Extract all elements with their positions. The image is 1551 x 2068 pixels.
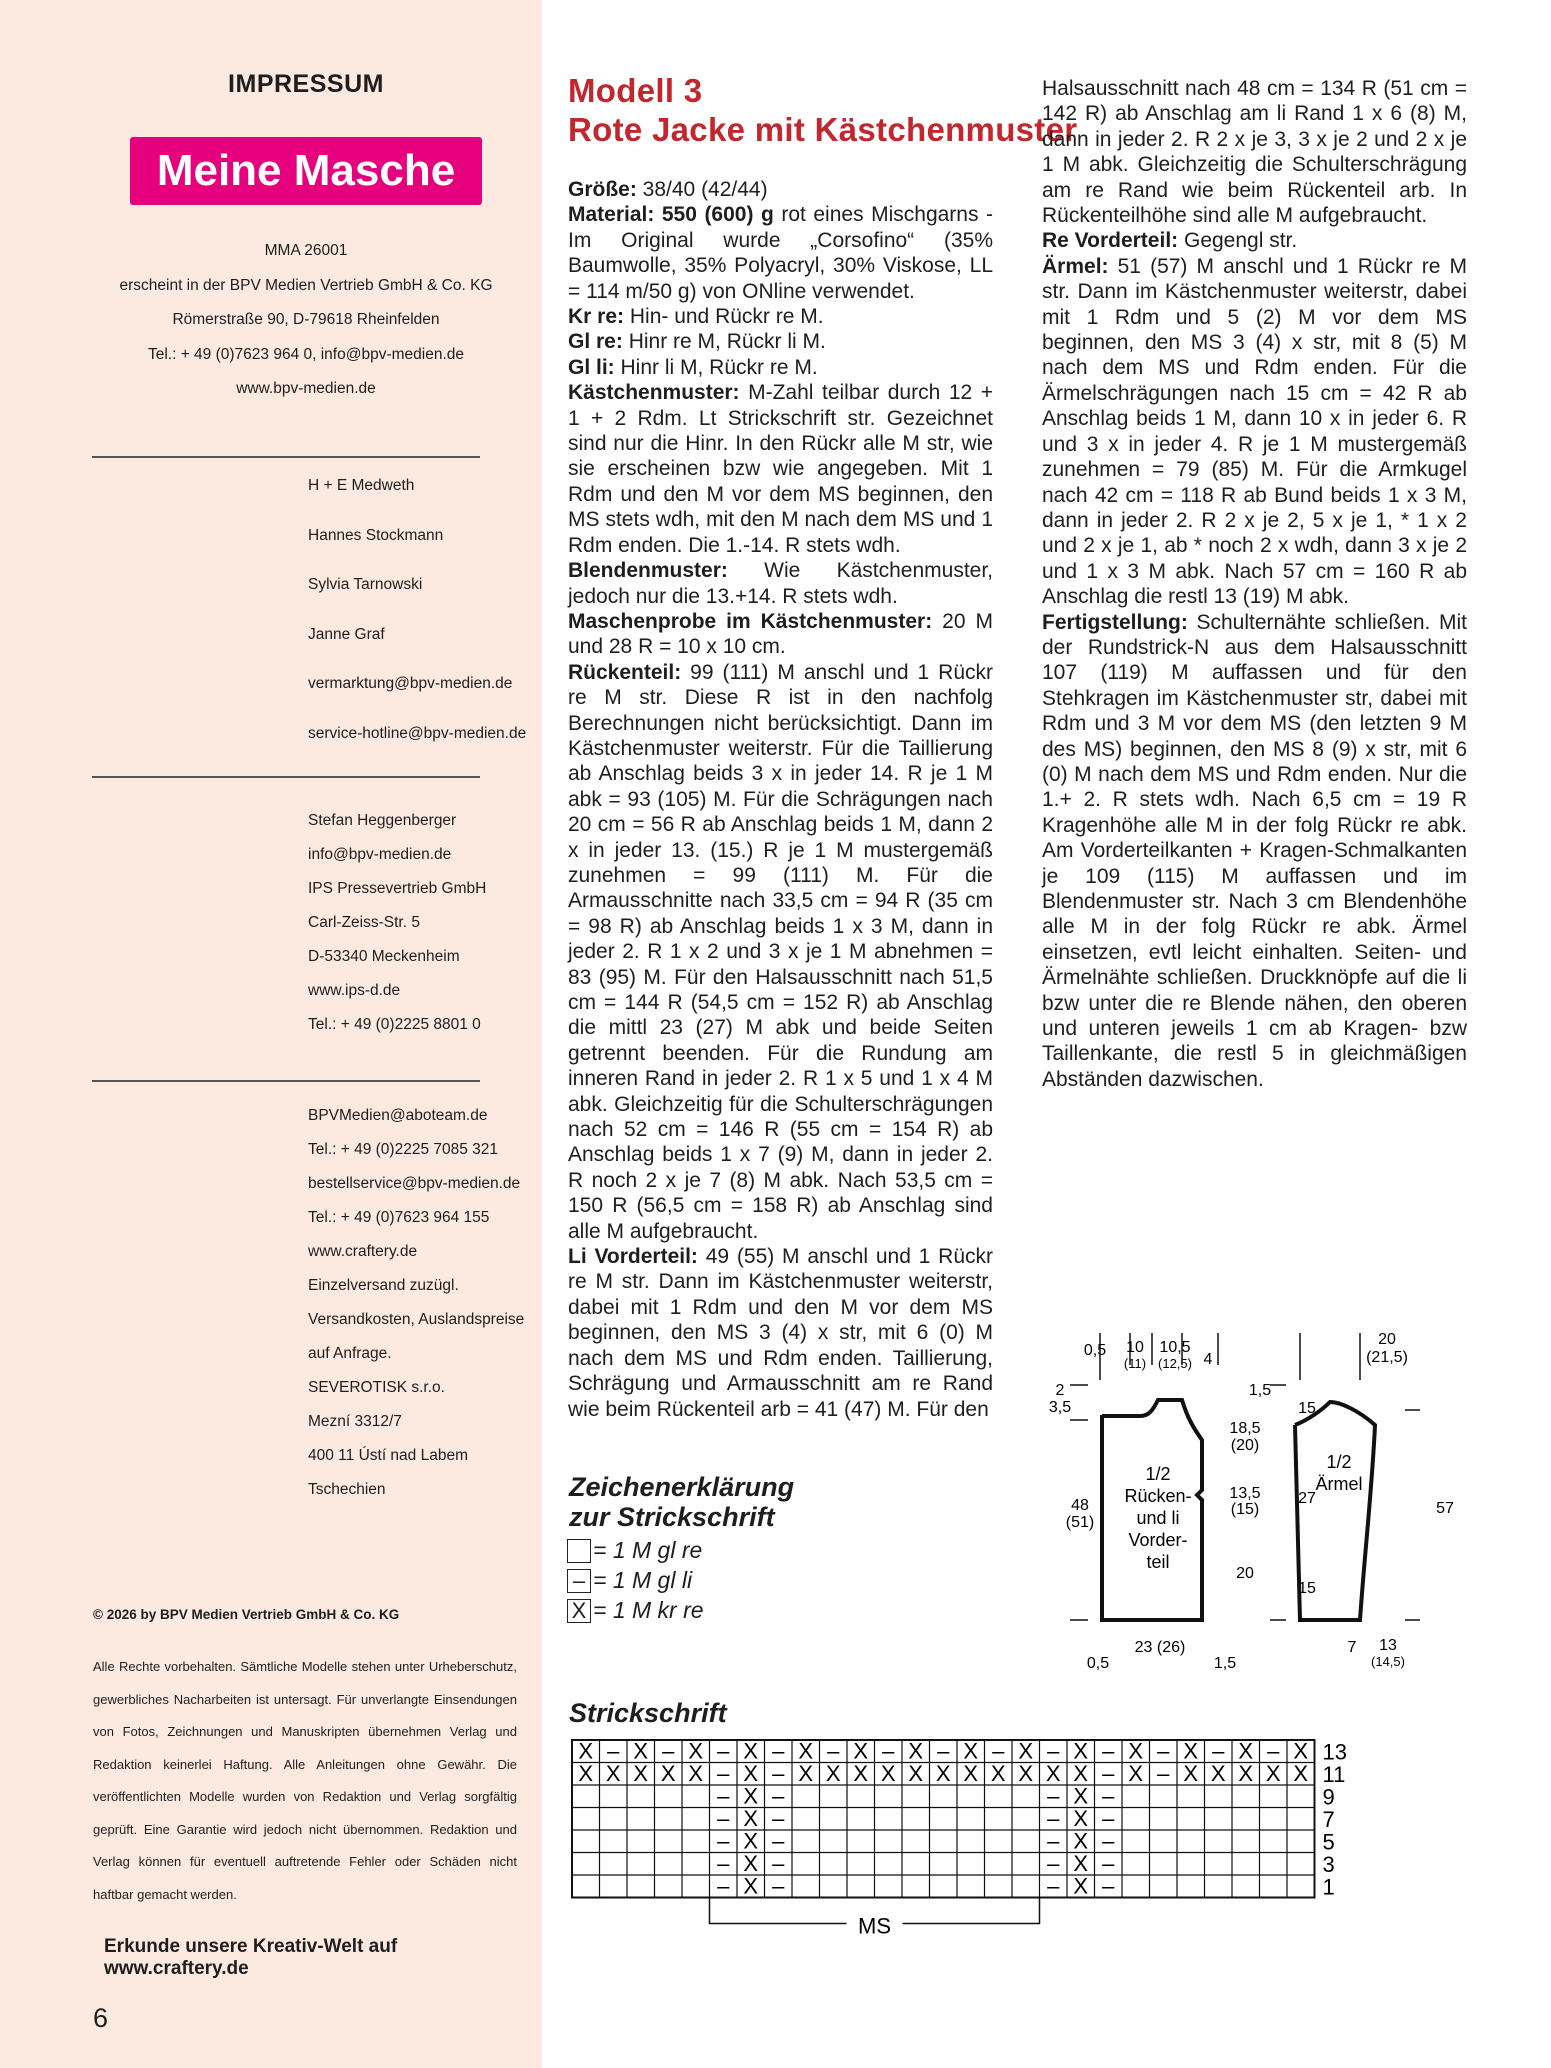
chart-cell: X <box>908 1761 924 1786</box>
impressum-value: Einzelversand zuzügl. <box>308 1277 459 1294</box>
chart-cell: – <box>1157 1738 1170 1764</box>
chart-cell: X <box>1293 1761 1309 1786</box>
chart-cell: X <box>743 1783 759 1809</box>
impressum-value: auf Anfrage. <box>308 1345 392 1362</box>
impressum-value: Carl-Zeiss-Str. 5 <box>308 914 420 931</box>
schematic-label: (11) <box>1123 1356 1147 1371</box>
chart-cell: X <box>1293 1738 1309 1764</box>
chart-cell: – <box>717 1806 730 1831</box>
impressum-value: 400 11 Ústí nad Labem <box>308 1447 468 1464</box>
schematic-label: (12,5) <box>1158 1356 1192 1371</box>
schematic-label: 1/2 <box>1145 1464 1171 1484</box>
chart-cell: – <box>1047 1806 1060 1831</box>
chart-cell: – <box>1212 1738 1225 1764</box>
knitting-chart <box>560 1736 1347 1976</box>
chart-cell: – <box>772 1738 785 1764</box>
row-number: 9 <box>1322 1784 1335 1810</box>
chart-cell: X <box>990 1761 1006 1786</box>
chart-cell: – <box>772 1851 785 1876</box>
divider <box>92 776 480 778</box>
chart-cell: X <box>633 1761 649 1786</box>
row-number: 5 <box>1322 1829 1335 1855</box>
rights-notice: Alle Rechte vorbehalten. Sämtliche Modelle stehen unter Urheberschutz, gewerbliches Nacharbeiten ist untersagt. Für unverlangte Einsendungen von Fotos, Zeichnungen und Manuskripten übernehmen Verlag und Redaktion keinerlei Haftung. Alle Anleitungen ohne Gewähr. Die veröffentlichten Modelle wurden von Redaktion und Verlag sorgfältig geprüft. Eine Garantie wird jedoch nicht übernommen. Redaktion und Verlag können für eventuell auftretende Fehler oder Schäden nicht haftbar gemacht werden. <box>93 1659 517 1902</box>
chart-cell: X <box>578 1738 594 1764</box>
chart-cell: X <box>963 1738 979 1764</box>
chart-cell: X <box>1238 1738 1254 1764</box>
ms-label: MS <box>858 1913 891 1939</box>
chart-cell: X <box>963 1761 979 1786</box>
chart-cell: X <box>1265 1761 1281 1786</box>
impressum-value: Tschechien <box>308 1481 386 1498</box>
impressum-sidebar <box>0 0 542 2068</box>
chart-cell: – <box>772 1783 785 1809</box>
row-number: 11 <box>1322 1762 1346 1787</box>
chart-cell: – <box>1102 1783 1115 1809</box>
chart-cell: X <box>798 1738 814 1764</box>
chart-cell: – <box>717 1828 730 1854</box>
schematic-label: 15 <box>1298 1400 1316 1417</box>
schematic-label: 1,5 <box>1248 1382 1272 1399</box>
impressum-value: Tel.: + 49 (0)2225 8801 0 <box>308 1016 481 1033</box>
chart-cell: – <box>1102 1851 1115 1876</box>
publisher-info <box>0 234 612 407</box>
chart-cell: – <box>1157 1761 1170 1786</box>
chart-cell: – <box>717 1738 730 1764</box>
impressum-value: Versandkosten, Auslandspreise <box>308 1311 525 1328</box>
instruction-paragraph: Kr re: Hin- und Rückr re M. <box>568 305 824 329</box>
chart-cell: X <box>825 1761 841 1786</box>
divider <box>92 1080 480 1082</box>
schematic-label: Rücken- <box>1124 1486 1192 1506</box>
impressum-value: Tel.: + 49 (0)7623 964 155 <box>308 1209 490 1226</box>
chart-cell: X <box>743 1761 759 1786</box>
publisher-line: Tel.: + 49 (0)7623 964 0, info@bpv-medien.de <box>147 345 465 363</box>
chart-cell: – <box>717 1851 730 1876</box>
instruction-paragraph: Größe: 38/40 (42/44) <box>568 178 768 201</box>
schematic-label: 4 <box>1203 1351 1213 1368</box>
chart-cell: – <box>1102 1738 1115 1764</box>
chart-cell: – <box>772 1873 785 1899</box>
chart-cell: – <box>1102 1761 1115 1786</box>
schematic-label: 18,5 <box>1229 1420 1261 1437</box>
instruction-paragraph: Blendenmuster: Wie Kästchenmuster, jedoch nur die 13.+14. R stets wdh. <box>568 559 993 608</box>
schematic-label: (15) <box>1230 1501 1260 1518</box>
chart-cell: X <box>688 1738 704 1764</box>
schematic-label: 2 <box>1055 1382 1065 1399</box>
schematic-label: 27 <box>1298 1490 1316 1507</box>
chart-cell: – <box>717 1783 730 1809</box>
instruction-paragraph: Re Vorderteil: Gegengl str. <box>1042 229 1298 253</box>
impressum-title: IMPRESSUM <box>228 70 384 98</box>
chart-cell: X <box>935 1761 951 1786</box>
instruction-paragraph: Gl re: Hinr re M, Rückr li M. <box>568 330 826 354</box>
impressum-value: info@bpv-medien.de <box>308 846 452 863</box>
chart-cell: – <box>607 1738 620 1764</box>
publisher-line: www.bpv-medien.de <box>236 380 376 397</box>
impressum-value: SEVEROTISK s.r.o. <box>308 1379 445 1396</box>
schematic-label: 57 <box>1436 1500 1454 1517</box>
schematic-label: (51) <box>1065 1514 1095 1531</box>
chart-cell: – <box>882 1738 895 1764</box>
schematic-label: 7 <box>1347 1639 1357 1656</box>
schematic-label: 10 <box>1126 1339 1144 1356</box>
chart-cell: X <box>1183 1738 1199 1764</box>
schematic-label: teil <box>1146 1552 1170 1572</box>
legend-title: Zeichenerklärung <box>569 1472 795 1502</box>
chart-cell: – <box>1102 1806 1115 1831</box>
size-schematic <box>1040 1320 1480 1680</box>
chart-cell: – <box>1047 1873 1060 1899</box>
explore-link[interactable]: Erkunde unsere Kreativ-Welt auf www.craftery.de <box>104 1936 398 1979</box>
chart-cell: X <box>1073 1738 1089 1764</box>
chart-cell: X <box>1018 1761 1034 1786</box>
chart-cell: X <box>743 1873 759 1899</box>
publisher-line: MMA 26001 <box>264 242 348 259</box>
row-number: 7 <box>1322 1807 1335 1832</box>
chart-cell: X <box>605 1761 621 1786</box>
chart-cell: X <box>743 1851 759 1876</box>
instructions-column-2 <box>1042 76 1467 1092</box>
chart-cell: – <box>992 1738 1005 1764</box>
chart-cell: X <box>743 1738 759 1764</box>
chart-cell: X <box>688 1761 704 1786</box>
schematic-label: 23 (26) <box>1134 1639 1186 1656</box>
instruction-paragraph: Halsausschnitt nach 48 cm = 134 R (51 cm = 142 R) ab Anschlag am li Rand 1 x 6 (8) M, dann in jeder 2. R 2 x je 3, 3 x je 2 und 2 x je 1 M abk. Gleichzeitig die Schulterschrägung am re Rand wie beim Rückenteil arb. In Rückenteilhöhe sind alle M aufgebraucht. <box>1042 77 1467 228</box>
schematic-label: und li <box>1136 1508 1180 1528</box>
brand-logo: Meine Masche <box>130 137 482 205</box>
legend-text: = 1 M gl re <box>593 1537 703 1563</box>
impressum-value: Mezní 3312/7 <box>308 1413 402 1430</box>
chart-cell: X <box>1238 1761 1254 1786</box>
schematic-label: 1/2 <box>1326 1452 1352 1472</box>
publisher-line: Römerstraße 90, D-79618 Rheinfelden <box>172 311 440 328</box>
chart-cell: – <box>1047 1783 1060 1809</box>
schematic-label: 20 <box>1378 1331 1396 1348</box>
chart-cell: X <box>1045 1761 1061 1786</box>
chart-cell: – <box>772 1828 785 1854</box>
chart-cell: – <box>937 1738 950 1764</box>
row-number: 3 <box>1322 1852 1335 1877</box>
instruction-paragraph: Li Vorderteil: 49 (55) M anschl und 1 Rückr re M str. Dann im Kästchenmuster weiterstr, dabei mit 1 Rdm und den M vor dem MS beginnen, den MS 3 (4) x str, mit 6 (0) M nach dem MS und Rdm enden. Taillierung, Schrägung und Armausschnitt am re Rand wie beim Rückenteil arb = 41 (47) M. Für den <box>568 1245 994 1421</box>
impressum-value: D-53340 Meckenheim <box>308 948 460 965</box>
chart-cell: X <box>743 1828 759 1854</box>
impressum-value: www.ips-d.de <box>308 982 401 999</box>
instructions-column-1 <box>568 177 993 1422</box>
chart-cell: X <box>633 1738 649 1764</box>
impressum-value: IPS Pressevertrieb GmbH <box>308 880 487 897</box>
schematic-label: 0,5 <box>1083 1342 1107 1359</box>
chart-cell: X <box>743 1806 759 1831</box>
chart-cell: – <box>717 1873 730 1899</box>
copyright: © 2026 by BPV Medien Vertrieb GmbH & Co. KG <box>93 1607 400 1622</box>
legend-item <box>567 1597 704 1624</box>
impressum-value: BPVMedien@aboteam.de <box>308 1107 488 1124</box>
legend-item <box>567 1567 692 1594</box>
chart-cell: X <box>1128 1738 1144 1764</box>
schematic-label: 0,5 <box>1086 1655 1110 1672</box>
legend-text: = 1 M gl li <box>593 1567 693 1593</box>
instruction-paragraph: Maschenprobe im Kästchenmuster: 20 M und 28 R = 10 x 10 cm. <box>568 609 993 659</box>
row-number: 1 <box>1322 1874 1335 1900</box>
chart-cell: X <box>1073 1828 1089 1854</box>
legend-symbol: X <box>567 1599 591 1623</box>
schematic-label: (20) <box>1230 1437 1260 1454</box>
model-number: Modell 3 <box>568 72 703 109</box>
impressum-value: Sylvia Tarnowski <box>308 576 423 593</box>
chart-cell: X <box>798 1761 814 1786</box>
legend-subtitle: zur Strickschrift <box>569 1502 775 1532</box>
chart-cell: X <box>1018 1738 1034 1764</box>
chart-cell: X <box>880 1761 896 1786</box>
chart-cell: X <box>1073 1761 1089 1786</box>
impressum-value: bestellservice@bpv-medien.de <box>308 1175 521 1192</box>
model-name: Rote Jacke mit Kästchenmuster <box>568 111 1078 148</box>
schematic-label: 13 <box>1379 1637 1397 1654</box>
chart-cell: – <box>1102 1828 1115 1854</box>
instruction-paragraph: Gl li: Hinr li M, Rückr re M. <box>568 355 818 379</box>
schematic-label: 20 <box>1236 1565 1254 1582</box>
schematic-label: 10,5 <box>1159 1339 1191 1356</box>
divider <box>92 456 480 458</box>
instruction-paragraph: Kästchenmuster: M-Zahl teilbar durch 12 + 1 + 2 Rdm. Lt Strickschrift str. Gezeichnet sind nur die Hinr. In den Rückr alle M str, wie sie erscheinen bzw wie angegeben. Mit 1 Rdm und den M vor dem MS beginnen, den MS stets wdh, mit den M nach dem MS und 1 Rdm enden. Die 1.-14. R stets wdh. <box>568 381 993 557</box>
schematic-label: 15 <box>1298 1580 1316 1597</box>
legend-item <box>567 1537 702 1564</box>
schematic-label: Vorder- <box>1128 1530 1188 1550</box>
chart-cell: – <box>772 1761 785 1786</box>
chart-cell: X <box>1073 1873 1089 1899</box>
chart-cell: X <box>660 1761 676 1786</box>
schematic-label: 13,5 <box>1229 1485 1261 1502</box>
impressum-value: service-hotline@bpv-medien.de <box>308 724 527 742</box>
chart-cell: X <box>1210 1761 1226 1786</box>
legend-symbol: – <box>567 1569 591 1593</box>
publisher-line: erscheint in der BPV Medien Vertrieb GmbH & Co. KG <box>119 276 493 294</box>
chart-cell: – <box>772 1806 785 1831</box>
schematic-label: 3,5 <box>1048 1399 1072 1416</box>
chart-cell: – <box>827 1738 840 1764</box>
chart-cell: X <box>1073 1806 1089 1831</box>
instruction-paragraph: Rückenteil: 99 (111) M anschl und 1 Rückr re M str. Diese R ist in den nachfolg Berechnungen nicht berücksichtigt. Dann im Kästchenmuster weiterstr. Für die Taillierung ab Anschlag beids 3 x in jeder 14. R je 1 M abk = 93 (105) M. Für die Schrägungen nach 20 cm = 56 R ab Anschlag beids 1 M, dann 2 x in jeder 13. (15.) R je 1 M mustergemäß zunehmen = 99 (111) M. Für die Armausschnitte nach 33,5 cm = 94 R (35 cm = 98 R) ab Anschlag beids 1 x 3 M, dann in jeder 2. R 1 x 2 und 3 x je 1 M abnehmen = 83 (95) M. Für den Halsausschnitt nach 51,5 cm = 144 R (54,5 cm = 152 R) ab Anschlag die mittl 23 (27) M abk und beide Seiten getrennt beenden. Für die Rundung am inneren Rand in jeder 2. R 1 x 5 und 1 x 4 M abk. Gleichzeitig für die Schulterschrägungen nach 52 cm = 146 R (55 cm = 154 R) ab Anschlag beids 1 x 7 (9) M, dann in jeder 2. R noch 2 x je 7 (8) M abk. Nach 53,5 cm = 150 R (56,5 cm = 158 R) ab Anschlag sind alle M aufgebraucht. <box>568 660 993 1243</box>
impressum-value: www.craftery.de <box>308 1243 418 1260</box>
chart-title: Strickschrift <box>569 1698 727 1728</box>
chart-cell: – <box>1267 1738 1280 1764</box>
instruction-paragraph: Ärmel: 51 (57) M anschl und 1 Rückr re M str. Dann im Kästchenmuster weiterstr, dabei mit 1 Rdm und 5 (2) M vor dem MS beginnen, den MS 3 (4) x str, mit 8 (5) M nach dem MS und Rdm enden. Für die Ärmelschrägungen nach 15 cm = 42 R ab Anschlag beids 1 M, dann 10 x in jeder 6. R und 3 x in jeder 4. R je 1 M mustergemäß zunehmen = 79 (85) M. Für die Armkugel nach 42 cm = 118 R ab Bund beids 1 x 3 M, dann in jeder 2. R 2 x je 2, 5 x je 1, * 1 x 2 und 2 x je 1, ab * noch 2 x wdh, dann 3 x je 2 und 1 x 3 M abk. Nach 57 cm = 160 R ab Anschlag die restl 13 (19) M abk. <box>1042 254 1467 609</box>
chart-cell: – <box>1047 1738 1060 1764</box>
schematic-label: Ärmel <box>1315 1474 1363 1494</box>
chart-cell: X <box>1073 1783 1089 1809</box>
impressum-value: Hannes Stockmann <box>308 526 444 544</box>
instruction-paragraph: Material: 550 (600) g rot eines Mischgarns - Im Original wurde „Corsofino“ (35% Baumwolle, 35% Polyacryl, 30% Viskose, LL = 114 m/50 g) von ONline verwendet. <box>568 203 993 303</box>
chart-cell: X <box>1128 1761 1144 1786</box>
chart-cell: – <box>1047 1828 1060 1854</box>
chart-cell: X <box>578 1761 594 1786</box>
page-number: 6 <box>93 2003 109 2033</box>
schematic-label: (14,5) <box>1371 1654 1405 1669</box>
instruction-paragraph: Fertigstellung: Schulternähte schließen. Mit der Rundstrick-N aus dem Halsausschnitt 107 (119) M auffassen und für den Stehkragen im Kästchenmuster str, dabei mit Rdm und 3 M vor dem MS (den letzten 9 M des MS) beginnen, den MS 8 (9) x str, mit 6 (0) M nach dem MS und Rdm enden. Nur die 1.+ 2. R stets wdh. Nach 6,5 cm = 19 R Kragenhöhe alle M in der folg Rückr re abk. Am Vorderteilkanten + Kragen-Schmalkanten je 109 (115) M auffassen und im Blendenmuster str. Nach 3 cm Blendenhöhe alle M in der folg Rückr re abk. Ärmel einsetzen, evtl leicht einhalten. Seiten- und Ärmelnähte schließen. Druckknöpfe auf die li bzw unter die re Blende nähen, den oberen und unteren jeweils 1 cm ab Kragen- bzw Taillenkante, die restl 5 in gleichmäßigen Abständen dazwischen. <box>1042 610 1467 1091</box>
chart-cell: X <box>853 1761 869 1786</box>
legend-symbol <box>567 1539 591 1563</box>
impressum-value: Tel.: + 49 (0)2225 7085 321 <box>308 1141 499 1158</box>
row-number: 13 <box>1322 1739 1347 1765</box>
impressum-value: Janne Graf <box>308 625 385 643</box>
chart-cell: – <box>1102 1873 1115 1899</box>
impressum-value: H + E Medweth <box>308 477 415 494</box>
chart-cell: X <box>1183 1761 1199 1786</box>
schematic-label: (21,5) <box>1366 1349 1408 1366</box>
impressum-value: vermarktung@bpv-medien.de <box>308 675 513 692</box>
chart-cell: – <box>717 1761 730 1786</box>
chart-cell: X <box>853 1738 869 1764</box>
chart-cell: X <box>908 1738 924 1764</box>
chart-cell: – <box>1047 1851 1060 1876</box>
legend-text: = 1 M kr re <box>593 1597 704 1623</box>
chart-cell: X <box>1073 1851 1089 1876</box>
schematic-label: 1,5 <box>1213 1655 1237 1672</box>
chart-cell: – <box>662 1738 675 1764</box>
schematic-label: 48 <box>1071 1497 1089 1514</box>
impressum-value: Stefan Heggenberger <box>308 812 457 829</box>
